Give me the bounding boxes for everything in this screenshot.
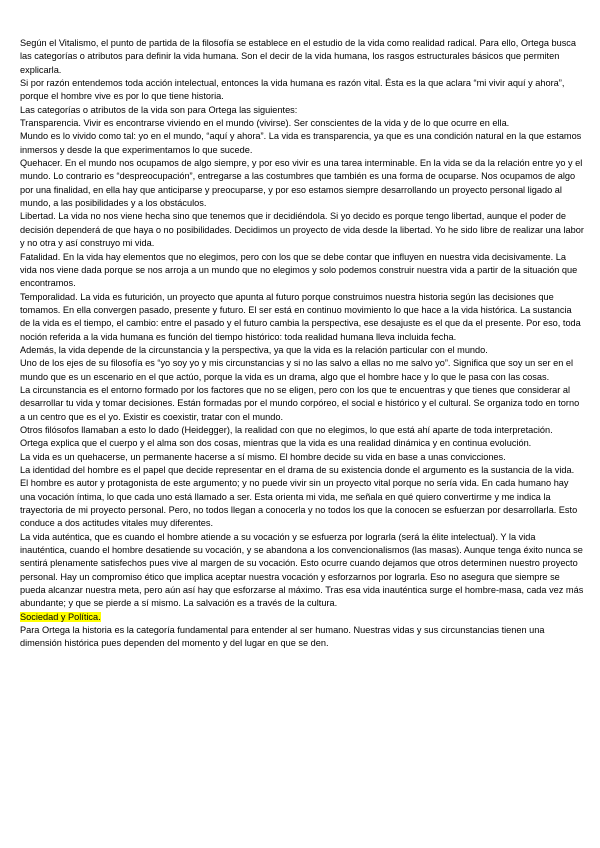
paragraph-historia: Para Ortega la historia es la categoría fundamental para entender al ser humano. Nuestras vidas y sus circunstancias tienen una dimensión histórica pues dependen del momento y del lugar en que se den. bbox=[20, 625, 545, 649]
paragraph-identidad: La identidad del hombre es el papel que decide representar en el drama de su existencia donde el argumento es la sustancia de la vida. El hombre es autor y protagonista de este argumento; y no puede vivir sin un proyecto vital porque no sería vida. En cada humano hay una vocación íntima, lo que cada uno está llamado a ser. Esta orienta mi vida, me señala en qué quiero convertirme y me indica la trayectoria de mi proyecto personal. Pero, no todos llegan a conocerla y no todos los que la conocen se esfuerzan por desarrollarla. Esto conduce a dos actitudes vitales muy diferentes. bbox=[20, 465, 578, 529]
highlighted-heading: Sociedad y Política. bbox=[20, 611, 101, 622]
paragraph-vida-autentica: La vida auténtica, que es cuando el hombre atiende a su vocación y se esfuerza por lograrla (será la élite intelectual). Y la vida inauténtica, cuando el hombre desatiende su vocación, y se abandona a los convencionalismos (las masas). Aunque tenga éxito nunca se sentirá plenamente satisfechos pues vive al margen de su vocación. Esto ocurre cuando dejamos que otros determinen nuestro proyecto personal. Hay un compromiso ético que implica aceptar nuestra vocación y esforzarnos por lograrla. Eso no asegura que siempre se pueda alcanzar nuestra meta, pero aún así hay que esforzarse al máximo. Tras esa vida inauténtica surge el hombre-masa, cada vez más abundante; y que se pierde a sí mismo. La salvación es a través de la cultura. bbox=[20, 531, 584, 609]
paragraph-quehacer: Quehacer. En el mundo nos ocupamos de algo siempre, y por eso vivir es una tarea interminable. En la vida se da la relación entre yo y el mundo. Lo contrario es “despreocupación”, entregarse a las costumbres que también es una forma de ocuparse. Nos ocupamos de algo por una finalidad, en ella hay que anticiparse y preocuparse, y por eso estamos siempre desarrollando un proyecto personal ligado al mundo, a las posibilidades y a los obstáculos. bbox=[20, 158, 583, 209]
paragraph-cuerpo-alma: Ortega explica que el cuerpo y el alma son dos cosas, mientras que la vida es una realidad dinámica y en continua evolución. bbox=[20, 438, 532, 449]
paragraph-libertad: Libertad. La vida no nos viene hecha sino que tenemos que ir decidiéndola. Si yo decido es porque tengo libertad, aunque el poder de decisión dependerá de que haya o no posibilidades. Decidimos un proyecto de vida desde la libertad. Yo he sido libre de realizar una labor y no otra y así construyo mi vida. bbox=[20, 211, 584, 249]
paragraph-vitalismo: Según el Vitalismo, el punto de partida de la filosofía se establece en el estudio de la vida como realidad radical. Para ello, Ortega busca las categorías o atributos para definir la vida humana. Son el decir de la vida humana, los rasgos estructurales básicos que permiten explicarla. bbox=[20, 38, 577, 75]
paragraph-transparencia: Transparencia. Vivir es encontrarse viviendo en el mundo (vivirse). Ser conscientes de la vida y de lo que ocurre en ella. bbox=[20, 118, 510, 129]
paragraph-fatalidad: Fatalidad. En la vida hay elementos que no elegimos, pero con los que se debe contar que influyen en nuestra vida decisivamente. La vida nos viene dada porque se nos arroja a un mundo que no elegimos y solo podemos construir nuestra vida a partir de la situación que encontramos. bbox=[20, 251, 578, 289]
section-heading bbox=[20, 611, 584, 624]
paragraph-yo-soy-yo: Uno de los ejes de su filosofía es “yo soy yo y mis circunstancias y si no las salvo a ellas no me salvo yo”. Significa que soy un ser en el mundo que es un escenario en el que actúo, porque la vida es un drama, algo que el hombre hace y lo que le pasa con las cosas. bbox=[20, 358, 574, 382]
paragraph-heidegger: Otros filósofos llamaban a esto lo dado (Heidegger), la realidad con que no elegimos, lo que está ahí aparte de toda interpretación. bbox=[20, 424, 553, 435]
paragraph-mundo: Mundo es lo vivido como tal: yo en el mundo, “aquí y ahora”. La vida es transparencia, ya que es una condición natural en la que estamos inmersos y desde la que experimentamos lo que sucede. bbox=[20, 131, 582, 155]
paragraph-circunstancia-perspectiva: Además, la vida depende de la circunstancia y la perspectiva, ya que la vida es la relación particular con el mundo. bbox=[20, 344, 488, 355]
paragraph-categorias-intro: Las categorías o atributos de la vida son para Ortega las siguientes: bbox=[20, 104, 298, 115]
paragraph-quehacerse: La vida es un quehacerse, un permanente hacerse a sí mismo. El hombre decide su vida en base a unas convicciones. bbox=[20, 451, 506, 462]
paragraph-circunstancia: La circunstancia es el entorno formado por los factores que no se eligen, pero con los que te encuentras y que tienes que considerar al desarrollar tu vida y tomar decisiones. Están formadas por el mundo corpóreo, el social e histórico y el cultural. Se organiza todo en torno a un centro que es el yo. Existir es coexistir, tratar con el mundo. bbox=[20, 384, 580, 422]
paragraph-temporalidad: Temporalidad. La vida es futurición, un proyecto que apunta al futuro porque construimos nuestra historia según las decisiones que tomamos. En ella convergen pasado, presente y futuro. El ser está en continuo movimiento lo que hace a la vida histórica. La sustancia de la vida es el tiempo, el cambio: entre el pasado y el futuro cambia la perspectiva, ese desajuste es el que da el presente. Por eso, toda noción referida a la vida humana es función del tiempo histórico: toda realidad humana lleva incluida fecha. bbox=[20, 291, 581, 342]
paragraph-razon-vital: Si por razón entendemos toda acción intelectual, entonces la vida humana es razón vital. Ésta es la que aclara “mi vivir aquí y ahora”, porque el hombre vive es por lo que tiene historia. bbox=[20, 78, 565, 102]
